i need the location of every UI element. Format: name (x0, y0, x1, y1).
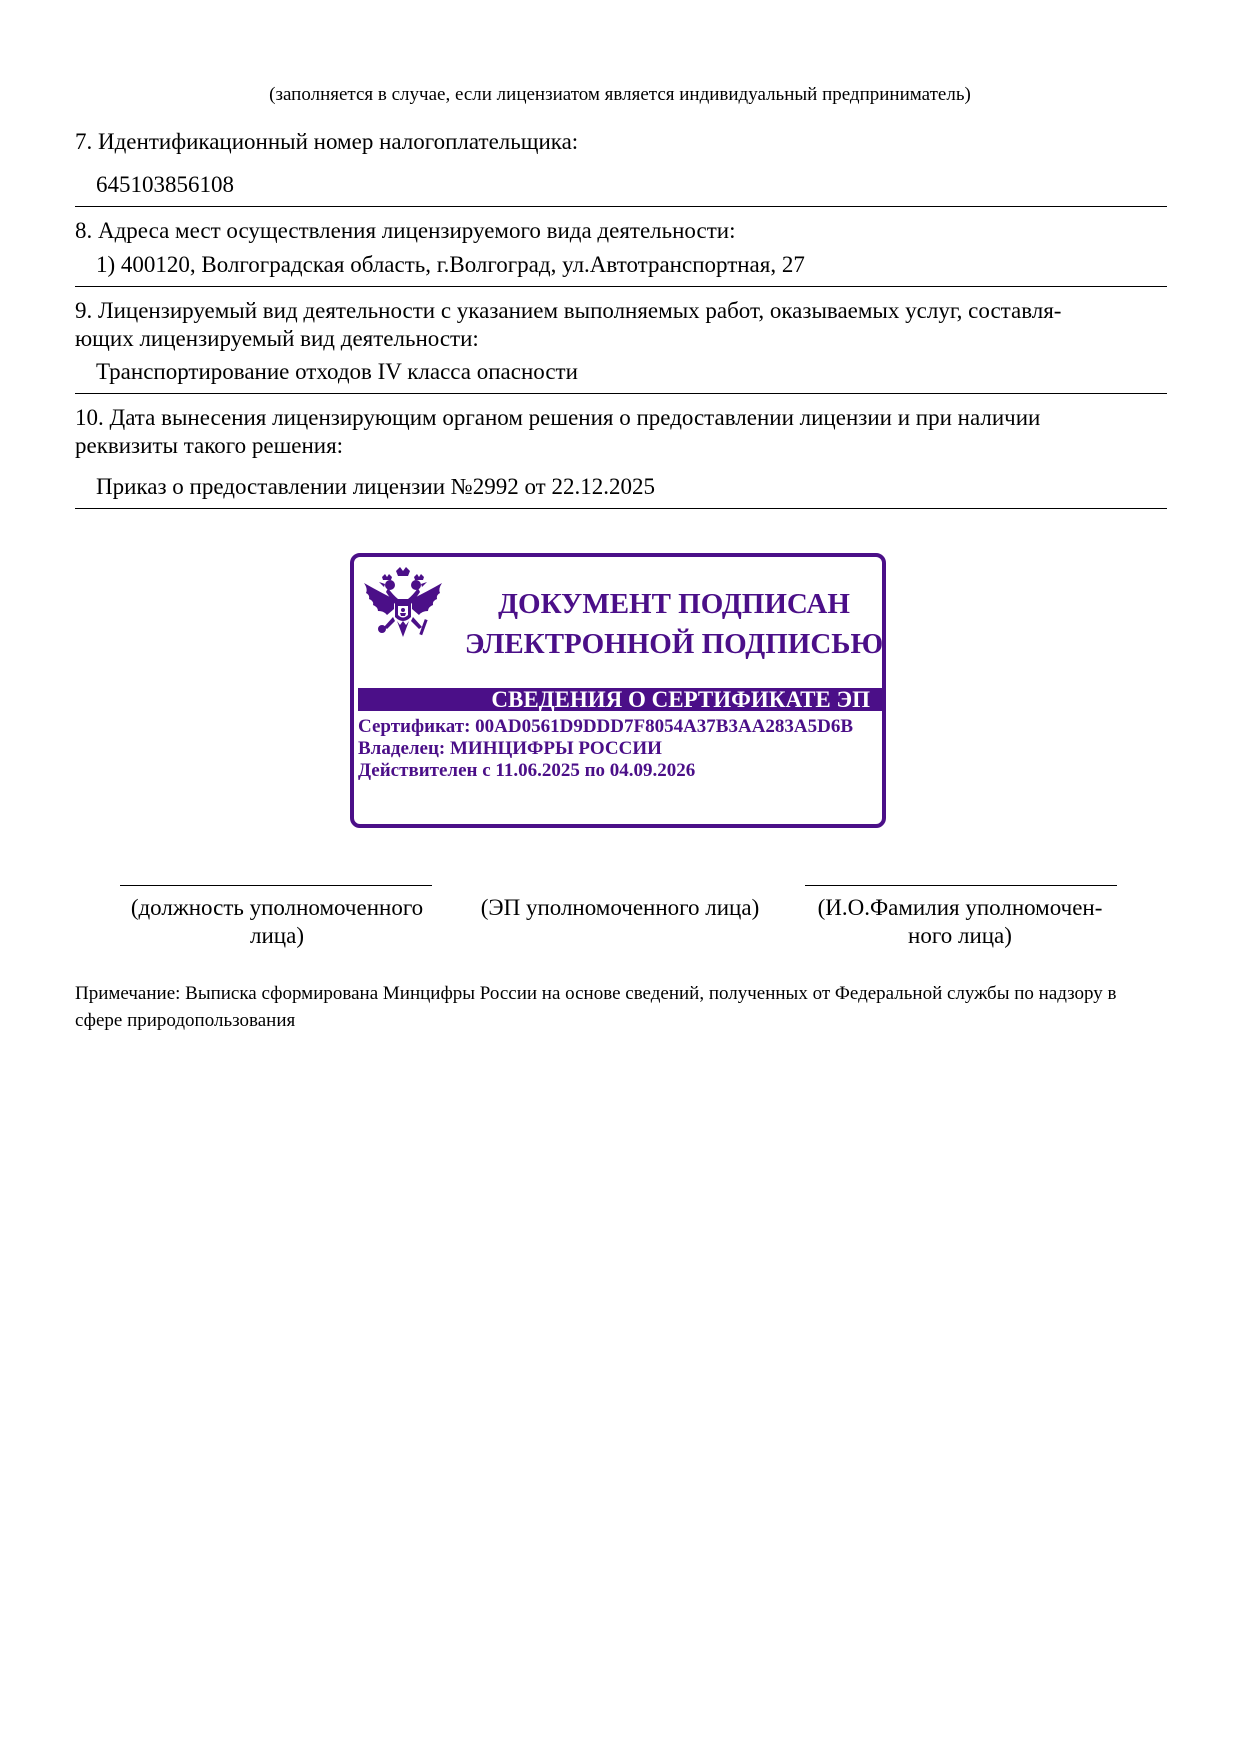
position-caption-line2: лица) (250, 923, 304, 948)
ep-caption: (ЭП уполномоченного лица) (480, 895, 760, 920)
section-10-label-line1: 10. Дата вынесения лицензирующим органом решения о предоставлении лицензии и при наличии (75, 405, 1041, 430)
stamp-title-line2: ЭЛЕКТРОННОЙ ПОДПИСЬЮ (464, 628, 884, 660)
section-7-label: 7. Идентификационный номер налогоплательщика: (75, 129, 579, 154)
header-note: (заполняется в случае, если лицензиатом является индивидуальный предприниматель) (269, 84, 971, 105)
section-10-label (75, 404, 1167, 460)
section-10-value: Приказ о предоставлении лицензии №2992 от 22.12.2025 (96, 474, 655, 499)
name-caption-line2: ного лица) (908, 923, 1012, 948)
section-9-label (75, 297, 1167, 353)
position-caption-line1: (должность уполномоченного (130, 895, 424, 920)
divider (75, 206, 1167, 207)
position-caption (112, 894, 442, 950)
position-signature-line (120, 885, 432, 886)
section-9-label-line1: 9. Лицензируемый вид деятельности с указанием выполняемых работ, оказываемых услуг, составля- (75, 298, 1062, 323)
section-10-label-line2: реквизиты такого решения: (75, 433, 344, 458)
divider (75, 286, 1167, 287)
name-signature-line (805, 885, 1117, 886)
divider (75, 393, 1167, 394)
footnote: Примечание: Выписка сформирована Минцифры России на основе сведений, полученных от Федеральной службы по надзору в сфере природопользования (75, 983, 1117, 1031)
section-7-value: 645103856108 (96, 172, 234, 197)
stamp-title-line1: ДОКУМЕНТ ПОДПИСАН (498, 588, 850, 620)
section-8-label: 8. Адреса мест осуществления лицензируемого вида деятельности: (75, 218, 736, 243)
name-caption-line1: (И.О.Фамилия уполномочен- (817, 895, 1103, 920)
double-headed-eagle-icon (360, 565, 446, 651)
stamp-owner: Владелец: МИНЦИФРЫ РОССИИ (358, 738, 662, 759)
stamp-certificate: Сертификат: 00AD0561D9DDD7F8054A37B3AA283A5D6B (358, 716, 854, 737)
e-signature-stamp (350, 553, 886, 828)
section-9-label-line2: ющих лицензируемый вид деятельности: (75, 326, 479, 351)
name-caption (795, 894, 1125, 950)
section-9-value: Транспортирование отходов IV класса опасности (96, 359, 578, 384)
stamp-validity: Действителен с 11.06.2025 по 04.09.2026 (358, 760, 696, 781)
section-8-value: 1) 400120, Волгоградская область, г.Волгоград, ул.Автотранспортная, 27 (96, 252, 805, 277)
stamp-certificate-header: СВЕДЕНИЯ О СЕРТИФИКАТЕ ЭП (358, 688, 882, 711)
divider (75, 508, 1167, 509)
